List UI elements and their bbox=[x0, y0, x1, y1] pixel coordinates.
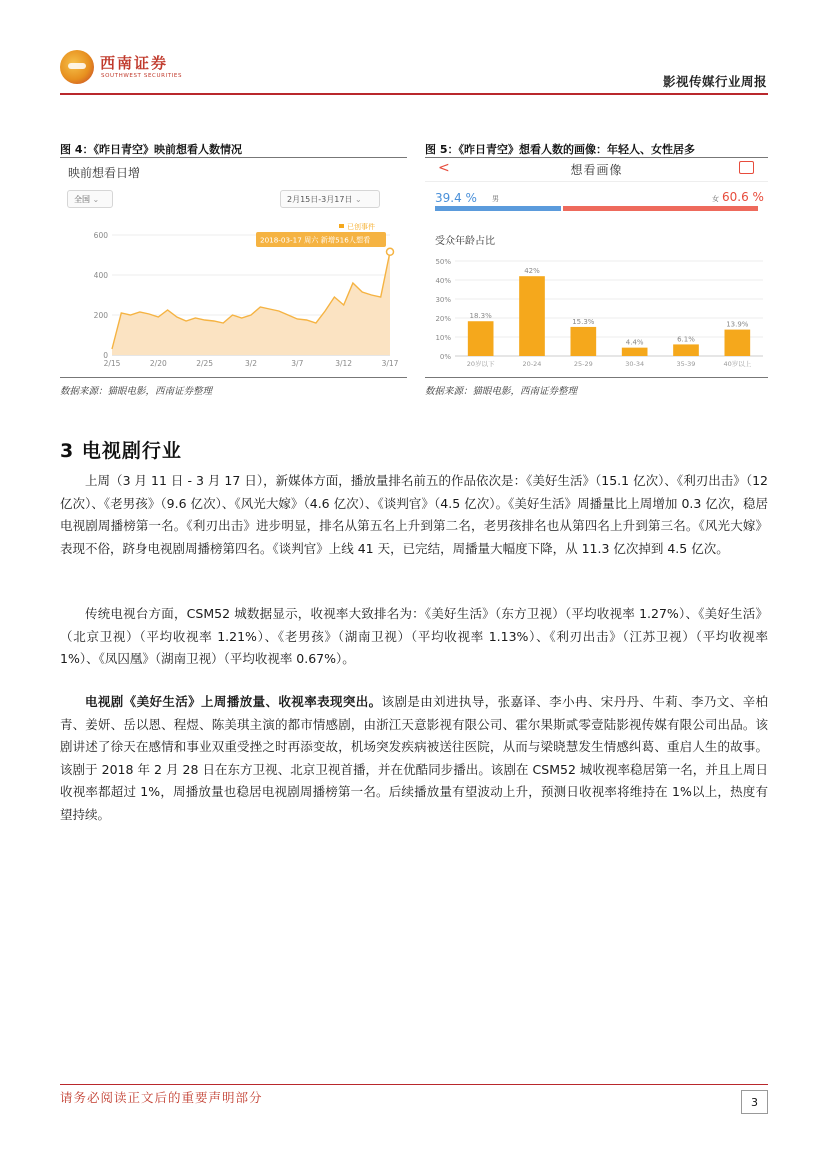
figure5-source: 数据来源：猫眼电影，西南证券整理 bbox=[425, 386, 578, 397]
page-number: 3 bbox=[741, 1090, 768, 1114]
x-tick-label: 2/25 bbox=[196, 359, 214, 368]
date-range-select[interactable] bbox=[280, 190, 380, 208]
female-share-bar bbox=[563, 206, 758, 211]
age-bar bbox=[571, 327, 597, 356]
x-tick-label: 3/7 bbox=[291, 359, 304, 368]
footer-divider bbox=[60, 1084, 768, 1085]
figure5-age-chart bbox=[425, 252, 768, 377]
y-tick-label: 20% bbox=[435, 315, 451, 323]
x-tick-label: 3/17 bbox=[381, 359, 399, 368]
age-bar bbox=[725, 330, 751, 356]
logo-chinese-name: 西南证券 bbox=[100, 54, 169, 72]
figure4-chart bbox=[60, 215, 407, 377]
figure4-highlight-point bbox=[387, 248, 394, 255]
chevron-down-icon: ⌄ bbox=[92, 195, 100, 204]
female-label: 女 bbox=[712, 195, 719, 203]
legend-swatch bbox=[339, 224, 344, 228]
share-icon[interactable] bbox=[739, 161, 754, 174]
age-bar bbox=[468, 321, 494, 356]
figure5-gridlines bbox=[455, 261, 763, 356]
region-select-value: 全国 bbox=[74, 195, 90, 204]
age-bar-value-label: 13.9% bbox=[726, 320, 749, 329]
y-tick-label: 0 bbox=[103, 351, 108, 360]
age-bar-value-label: 6.1% bbox=[677, 335, 695, 344]
y-tick-label: 400 bbox=[93, 271, 108, 280]
figure5-top-rule bbox=[425, 157, 768, 158]
region-select[interactable] bbox=[67, 190, 113, 208]
figure4-top-rule bbox=[60, 157, 407, 158]
age-category-label: 30-34 bbox=[625, 360, 645, 368]
figure4-x-axis bbox=[104, 355, 399, 368]
age-bar-value-label: 4.4% bbox=[625, 338, 644, 347]
figure5-title-divider bbox=[425, 181, 768, 182]
paragraph-highlight bbox=[60, 691, 768, 826]
y-tick-label: 0% bbox=[439, 353, 451, 361]
age-bar bbox=[519, 276, 545, 356]
x-tick-label: 3/2 bbox=[244, 359, 258, 368]
y-tick-label: 600 bbox=[93, 231, 108, 240]
age-bar-value-label: 15.3% bbox=[572, 317, 595, 326]
figure4-tooltip-text: 2018-03-17 周六 新增516人想看 bbox=[260, 235, 371, 245]
y-tick-label: 10% bbox=[435, 334, 451, 342]
paragraph-new-media: 上周（3 月 11 日 - 3 月 17 日），新媒体方面，播放量排名前五的作品依次是：《美好生活》（15.1 亿次）、《利刃出击》（12 亿次）、《老男孩》（9.6 亿次）、《风光大嫁》（4.6 亿次）、《谈判官》（4.5 亿次）。《美好生活》周播量比上周增加 0.3 亿次，稳居电视剧周播榜第一名。《利刃出击》进步明显，排名从第五名上升到第二名，老男孩排名也从第四名上升到第三名。《风光大嫁》表现不俗，跻身电视剧周播榜第四名。《谈判官》上线 41 天，已完结，周播量大幅度下降，从 11.3 亿次掉到 4.5 亿次。 bbox=[60, 473, 768, 556]
age-bar bbox=[673, 344, 699, 356]
x-tick-label: 2/15 bbox=[103, 359, 121, 368]
figure4-heading: 映前想看日增 bbox=[68, 166, 141, 180]
header-divider bbox=[60, 93, 768, 95]
figure5-panel-title: 想看画像 bbox=[570, 163, 623, 177]
y-tick-label: 200 bbox=[93, 311, 108, 320]
y-tick-label: 30% bbox=[435, 296, 451, 304]
male-share-bar bbox=[435, 206, 561, 211]
age-category-label: 40岁以上 bbox=[723, 360, 752, 368]
age-category-label: 20岁以下 bbox=[466, 360, 495, 368]
y-tick-label: 50% bbox=[435, 258, 451, 266]
figure5-caption: 图 5：《昨日青空》想看人数的画像：年轻人、女性居多 bbox=[425, 143, 695, 156]
company-logo-icon bbox=[60, 50, 94, 84]
female-percentage: 60.6 % bbox=[722, 190, 764, 204]
logo-english-name: SOUTHWEST SECURITIES bbox=[101, 73, 183, 79]
report-title: 影视传媒行业周报 bbox=[662, 74, 767, 89]
chevron-down-icon: ⌄ bbox=[354, 195, 362, 204]
y-tick-label: 40% bbox=[435, 277, 451, 285]
paragraph-highlight-lead: 电视剧《美好生活》上周播放量、收视率表现突出。 bbox=[85, 694, 382, 709]
x-tick-label: 2/20 bbox=[149, 359, 167, 368]
age-category-label: 20-24 bbox=[522, 360, 542, 368]
disclaimer-notice: 请务必阅读正文后的重要声明部分 bbox=[60, 1090, 263, 1105]
x-tick-label: 3/12 bbox=[335, 359, 353, 368]
section-title: 3 电视剧行业 bbox=[60, 440, 182, 462]
age-chart-title: 受众年龄占比 bbox=[435, 236, 495, 247]
age-category-label: 35-39 bbox=[676, 360, 696, 368]
figure4-caption: 图 4：《昨日青空》映前想看人数情况 bbox=[60, 143, 242, 156]
back-icon[interactable]: < bbox=[438, 160, 450, 176]
figure4-tooltip bbox=[256, 232, 386, 247]
age-bar bbox=[622, 348, 648, 356]
figure5-bottom-rule bbox=[425, 377, 768, 378]
figure4-source: 数据来源：猫眼电影，西南证券整理 bbox=[60, 386, 213, 397]
age-bar-value-label: 42% bbox=[524, 267, 540, 276]
figure4-bottom-rule bbox=[60, 377, 407, 378]
figure4-legend bbox=[339, 222, 375, 231]
male-percentage: 39.4 % bbox=[435, 191, 477, 205]
figure4-legend-label: 已创事件 bbox=[347, 223, 375, 231]
figure4-area-fill bbox=[112, 252, 390, 355]
paragraph-tv-ratings: 传统电视台方面，CSM52 城数据显示，收视率大致排名为：《美好生活》（东方卫视）（平均收视率 1.27%）、《美好生活》（北京卫视）（平均收视率 1.21%）、《老男孩》（湖南卫视）（平均收视率 1.13%）、《利刃出击》（江苏卫视）（平均收视率 1%）、《凤囚凰》（湖南卫视）（平均收视率 0.67%）。 bbox=[60, 606, 768, 666]
male-label: 男 bbox=[492, 195, 499, 203]
age-bar-value-label: 18.3% bbox=[469, 312, 492, 321]
paragraph-highlight-body: 该剧是由刘进执导，张嘉译、李小冉、宋丹丹、牛莉、李乃文、辛柏青、姜妍、岳以恩、程煜、陈美琪主演的都市情感剧，由浙江天意影视有限公司、霍尔果斯贰零壹陆影视传媒有限公司出品。该剧讲述了徐天在感情和事业双重受挫之时再添变故，机场突发疾病被送往医院，从而与梁晓慧发生情感纠葛、重启人生的故事。该剧于 2018 年 2 月 28 日在东方卫视、北京卫视首播，并在优酷同步播出。该剧在 CSM52 城收视率稳居第一名，并且上周日收视率都超过 1%，周播放量也稳居电视剧周播榜第一名。后续播放量有望波动上升，预测日收视率将维持在 1%以上，热度有望持续。 bbox=[60, 694, 768, 822]
date-range-value: 2月15日-3月17日 bbox=[287, 195, 353, 204]
age-category-label: 25-29 bbox=[573, 360, 593, 368]
figure4-y-axis bbox=[94, 231, 109, 360]
